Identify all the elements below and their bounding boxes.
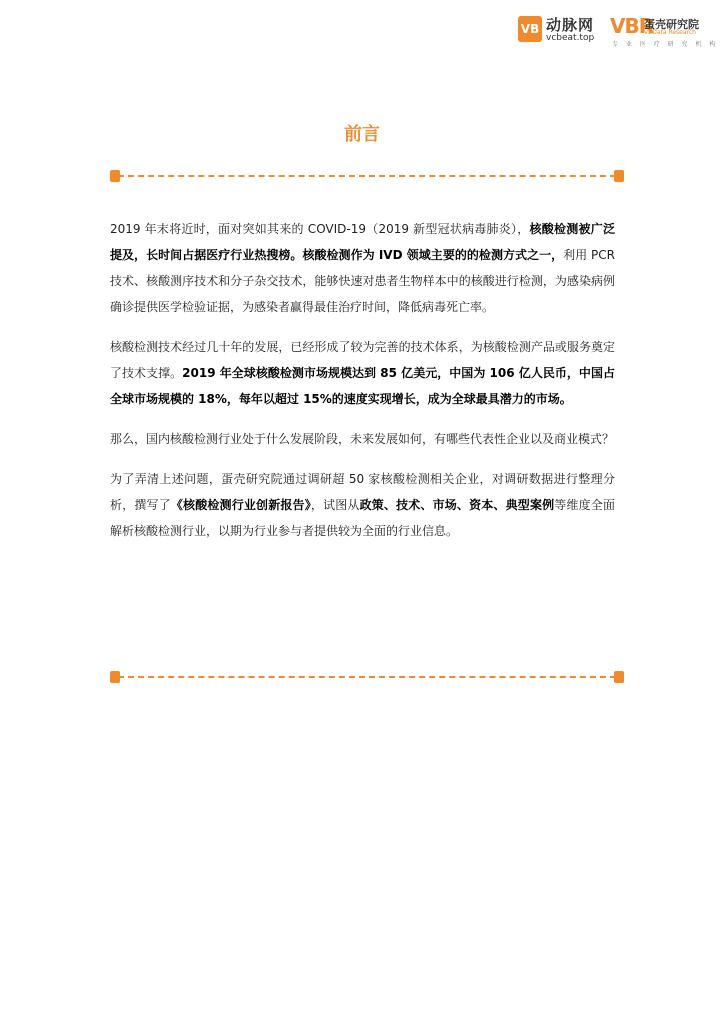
p4-bold-1: 《核酸检测行业创新报告》 <box>170 498 311 512</box>
p3-text-1: 那么，国内核酸检测行业处于什么发展阶段，未来发展如何，有哪些代表性企业以及商业模式？ <box>110 432 615 446</box>
paragraph-2 <box>110 334 615 412</box>
vcbeat-logo-en: vcbeat.top <box>546 33 595 43</box>
top-divider <box>110 170 624 182</box>
paragraph-1 <box>110 216 615 320</box>
p4-bold-2: 政策、技术、市场、资本、典型案例 <box>359 498 555 512</box>
divider-cap-right <box>614 671 624 683</box>
divider-line <box>118 676 616 678</box>
preface-body <box>110 216 615 558</box>
paragraph-4 <box>110 466 615 544</box>
page-title: 前言 <box>344 124 380 145</box>
vbr-logo-en: VBData Research <box>644 29 696 36</box>
vbr-logo-cn: 蛋壳研究院 <box>644 18 699 31</box>
p2-bold-1: 2019 年全球核酸检测市场规模达到 85 亿美元，中国为 106 亿人民币，中国占全球市场规模的 18%，每年以超过 15%的速度实现增长，成为全球最具潜力的市场。 <box>110 366 615 406</box>
vcbeat-logo <box>518 14 604 44</box>
vbr-logo-tagline: 专 业 医 疗 研 究 机 构 <box>612 41 719 48</box>
divider-line <box>118 175 616 177</box>
vcbeat-logo-mark: VB <box>518 16 542 42</box>
paragraph-3 <box>110 426 615 452</box>
p2-text-1: 核酸检测技术经过几十年的发展，已经形成了较为完善的技术体系，为核酸检测产品或服务奠定了技术支撑。 <box>110 340 615 380</box>
p1-bold-1: 核酸检测被广泛提及，长时间占据医疗行业热搜榜。核酸检测作为 IVD 领域主要的的检测方式之一， <box>110 222 615 262</box>
divider-cap-right <box>614 170 624 182</box>
vbr-logo <box>610 14 719 48</box>
vbr-logo-mark: VBR <box>610 14 654 38</box>
p1-text-1: 2019 年末将近时，面对突如其来的 COVID-19（2019 新型冠状病毒肺炎）， <box>110 222 530 236</box>
p1-text-2: 利用 PCR 技术、核酸测序技术和分子杂交技术，能够快速对患者生物样本中的核酸进行检测，为感染病例确诊提供医学检验证据，为感染者赢得最佳治疗时间，降低病毒死亡率。 <box>110 248 615 314</box>
bottom-divider <box>110 671 624 683</box>
p4-text-2: ，试图从 <box>310 498 360 512</box>
p4-text-3: 等维度全面解析核酸检测行业，以期为行业参与者提供较为全面的行业信息。 <box>110 498 615 538</box>
p4-text-1: 为了弄清上述问题，蛋壳研究院通过调研超 50 家核酸检测相关企业，对调研数据进行整理分析，撰写了 <box>110 472 615 512</box>
vcbeat-logo-cn: 动脉网 <box>546 16 595 34</box>
